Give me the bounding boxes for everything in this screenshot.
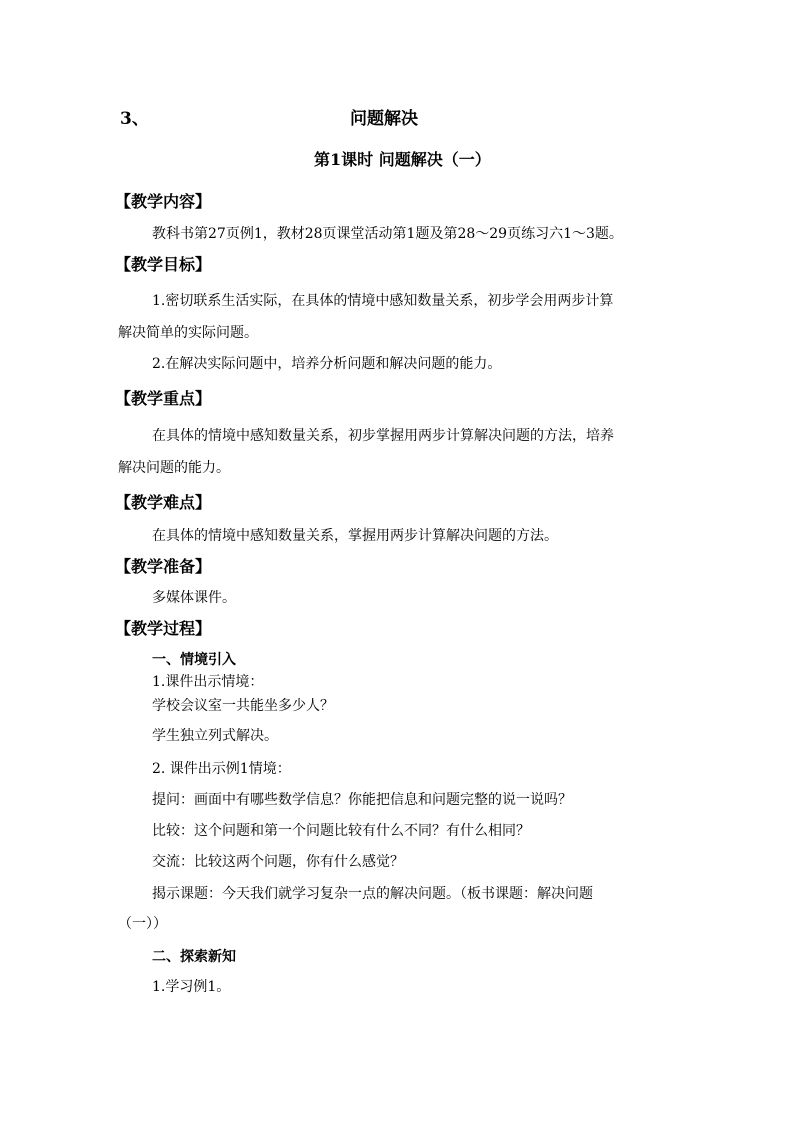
process-part-1-title: 一、情境引入: [152, 652, 236, 668]
goal-1-line-2: 解决简单的实际问题。: [118, 325, 258, 341]
process-question: 学校会议室一共能坐多少人？: [152, 698, 334, 714]
process-student-solve: 学生独立列式解决。: [152, 728, 278, 744]
section-heading-key-points: 【教学重点】: [115, 389, 212, 408]
chapter-title: 问题解决: [350, 109, 418, 129]
chapter-number: 3、: [120, 109, 149, 129]
process-part-2-title: 二、探索新知: [152, 949, 236, 965]
key-points-line-2: 解决问题的能力。: [118, 460, 230, 476]
process-reveal-line-1: 揭示课题：今天我们就学习复杂一点的解决问题。（板书课题：解决问题: [152, 886, 593, 902]
preparation-text: 多媒体课件。: [152, 590, 236, 606]
section-heading-process: 【教学过程】: [115, 619, 212, 638]
process-study: 1.学习例1。: [152, 979, 231, 995]
process-step-1: 1.课件出示情境：: [152, 674, 264, 690]
section-heading-difficulties: 【教学难点】: [115, 493, 212, 512]
section-heading-content: 【教学内容】: [115, 192, 212, 211]
process-exchange: 交流：比较这两个问题，你有什么感觉？: [152, 854, 404, 870]
key-points-line-1: 在具体的情境中感知数量关系，初步掌握用两步计算解决问题的方法，培养: [152, 428, 614, 444]
lesson-title: 第1课时 问题解决（一）: [314, 150, 491, 169]
process-ask: 提问：画面中有哪些数学信息？你能把信息和问题完整的说一说吗？: [152, 792, 572, 808]
process-reveal-line-2: （一））: [118, 916, 167, 932]
process-step-2: 2. 课件出示例1情境：: [152, 761, 291, 777]
content-text: 教科书第27页例1，教材28页课堂活动第1题及第28～29页练习六1～3题。: [152, 226, 623, 242]
goal-1-line-1: 1.密切联系生活实际，在具体的情境中感知数量关系，初步学会用两步计算: [152, 293, 614, 309]
process-compare: 比较：这个问题和第一个问题比较有什么不同？有什么相同？: [152, 823, 530, 839]
section-heading-preparation: 【教学准备】: [115, 557, 212, 576]
difficulties-text: 在具体的情境中感知数量关系，掌握用两步计算解决问题的方法。: [152, 528, 558, 544]
goal-2: 2.在解决实际问题中，培养分析问题和解决问题的能力。: [152, 356, 502, 372]
section-heading-goals: 【教学目标】: [115, 255, 212, 274]
